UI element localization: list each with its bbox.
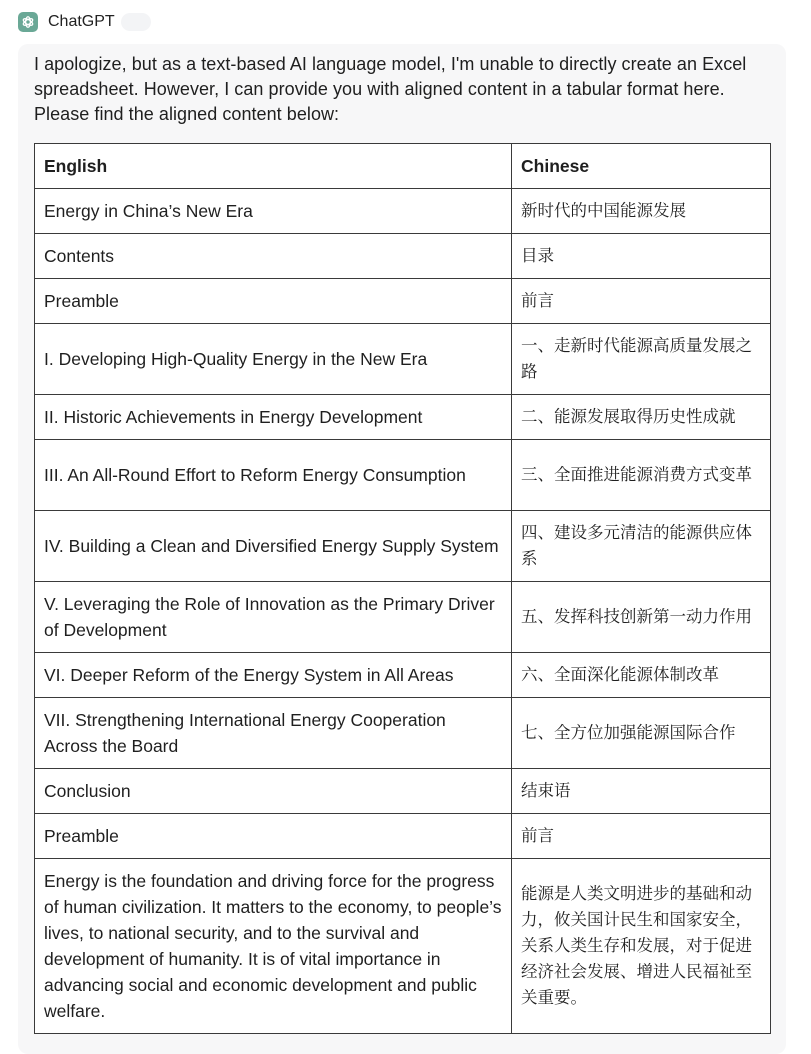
cell-chinese: 目录	[512, 234, 771, 279]
cell-chinese: 能源是人类文明进步的基础和动力，攸关国计民生和国家安全，关系人类生存和发展，对于促进经济社会发展、增进人民福祉至关重要。	[512, 859, 771, 1034]
cell-chinese: 二、能源发展取得历史性成就	[512, 395, 771, 440]
table-row	[35, 582, 771, 653]
column-header-chinese: Chinese	[512, 144, 771, 189]
cell-english: Energy in China’s New Era	[35, 189, 512, 234]
column-header-english: English	[35, 144, 512, 189]
cell-chinese: 五、发挥科技创新第一动力作用	[512, 582, 771, 653]
blurred-chip	[121, 13, 151, 31]
table-header-row	[35, 144, 771, 189]
table-row	[35, 769, 771, 814]
table-row	[35, 511, 771, 582]
cell-english: VII. Strengthening International Energy Cooperation Across the Board	[35, 698, 512, 769]
table-row	[35, 814, 771, 859]
table-row	[35, 395, 771, 440]
chat-header	[18, 8, 151, 36]
app-name: ChatGPT	[48, 13, 115, 30]
aligned-content-table	[34, 143, 771, 1034]
cell-chinese: 前言	[512, 814, 771, 859]
cell-chinese: 七、全方位加强能源国际合作	[512, 698, 771, 769]
cell-english: Preamble	[35, 814, 512, 859]
table-row	[35, 324, 771, 395]
cell-english: II. Historic Achievements in Energy Development	[35, 395, 512, 440]
cell-english: I. Developing High-Quality Energy in the New Era	[35, 324, 512, 395]
cell-chinese: 四、建设多元清洁的能源供应体系	[512, 511, 771, 582]
cell-chinese: 三、全面推进能源消费方式变革	[512, 440, 771, 511]
cell-english: VI. Deeper Reform of the Energy System in All Areas	[35, 653, 512, 698]
cell-english: V. Leveraging the Role of Innovation as the Primary Driver of Development	[35, 582, 512, 653]
cell-chinese: 结束语	[512, 769, 771, 814]
cell-chinese: 六、全面深化能源体制改革	[512, 653, 771, 698]
cell-chinese: 前言	[512, 279, 771, 324]
cell-english: Conclusion	[35, 769, 512, 814]
table-row	[35, 189, 771, 234]
table-row	[35, 698, 771, 769]
table-row	[35, 279, 771, 324]
cell-english: Contents	[35, 234, 512, 279]
table-row	[35, 440, 771, 511]
cell-chinese: 新时代的中国能源发展	[512, 189, 771, 234]
table-row	[35, 234, 771, 279]
table-row	[35, 859, 771, 1034]
message-intro-text: I apologize, but as a text-based AI language model, I'm unable to directly create an Excel spreadsheet. However, I can provide you with aligned content in a tabular format here. Please find the aligned content below:	[34, 54, 747, 124]
cell-english: IV. Building a Clean and Diversified Energy Supply System	[35, 511, 512, 582]
openai-logo-icon	[18, 12, 38, 32]
cell-english: Preamble	[35, 279, 512, 324]
table-row	[35, 653, 771, 698]
cell-chinese: 一、走新时代能源高质量发展之路	[512, 324, 771, 395]
cell-english: Energy is the foundation and driving force for the progress of human civilization. It matters to the economy, to people’s lives, to national security, and to the survival and development of humanity. It is of vital importance in advancing social and economic development and public welfare.	[35, 859, 512, 1034]
cell-english: III. An All-Round Effort to Reform Energy Consumption	[35, 440, 512, 511]
